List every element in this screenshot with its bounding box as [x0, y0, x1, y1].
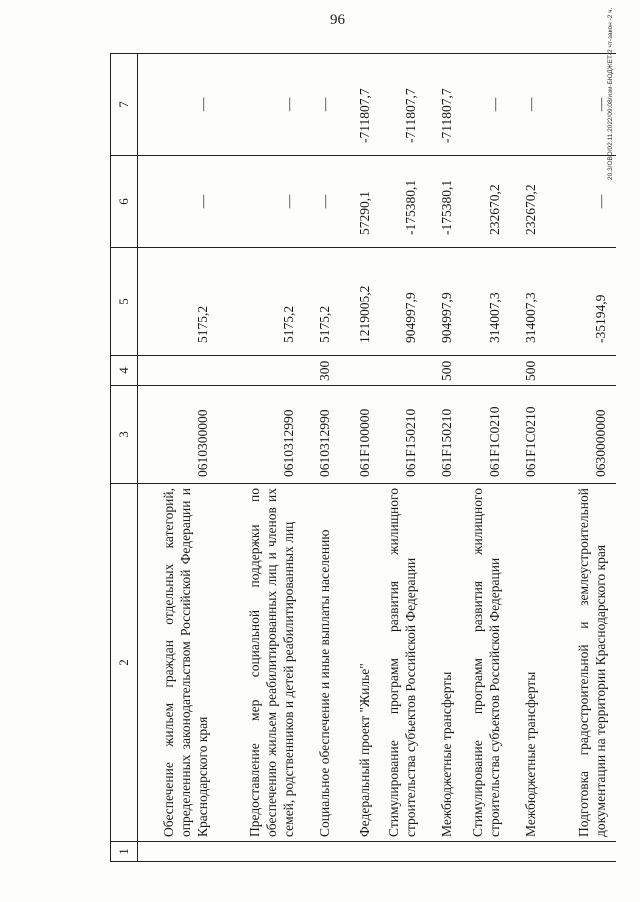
- header-cell: 6: [111, 156, 138, 248]
- row-expense-type: [462, 356, 510, 386]
- row-col7: —: [138, 54, 218, 156]
- row-col7: —: [304, 54, 340, 156]
- row-code: 061F1С0210: [462, 386, 510, 484]
- row-name: Социальное обеспечение и иные выплаты населению: [304, 484, 340, 842]
- header-cell: 1: [111, 842, 138, 862]
- row-code: 061F1С0210: [510, 386, 546, 484]
- budget-table-rotated: [110, 54, 609, 862]
- table-row: [380, 54, 426, 862]
- row-number: [304, 842, 340, 862]
- row-number: [462, 842, 510, 862]
- row-col6: —: [138, 156, 218, 248]
- row-col5: 5175,2: [218, 248, 304, 356]
- row-expense-type: [380, 356, 426, 386]
- row-col5: 5175,2: [304, 248, 340, 356]
- row-col6: -175380,1: [380, 156, 426, 248]
- row-col5: 904997,9: [426, 248, 462, 356]
- row-expense-type: [218, 356, 304, 386]
- row-expense-type: 500: [510, 356, 546, 386]
- table-row: [340, 54, 380, 862]
- table-row: [462, 54, 510, 862]
- row-code: 061F100000: [340, 386, 380, 484]
- budget-table: [110, 53, 616, 862]
- row-col6: -175380,1: [426, 156, 462, 248]
- row-col7: -711807,7: [340, 54, 380, 156]
- table-header-row: [111, 54, 138, 862]
- row-expense-type: 300: [304, 356, 340, 386]
- row-number: [426, 842, 462, 862]
- header-cell: 7: [111, 54, 138, 156]
- page-number: 96: [330, 12, 345, 28]
- row-expense-type: [340, 356, 380, 386]
- row-code: 061F150210: [380, 386, 426, 484]
- header-cell: 2: [111, 484, 138, 842]
- row-expense-type: 500: [426, 356, 462, 386]
- row-name: Предоставление мер социальной поддержки по обеспечению жильем реабилитированных лиц и членов их семей, родственников и детей реабилитированных лиц: [218, 484, 304, 842]
- row-code: 0610312990: [304, 386, 340, 484]
- row-col7: —: [546, 54, 616, 156]
- table-row: [138, 54, 218, 862]
- row-col7: —: [218, 54, 304, 156]
- row-number: [340, 842, 380, 862]
- row-code: 061F150210: [426, 386, 462, 484]
- row-name: Подготовка градостроительной и землеустроительной документации на территории Краснодарского края: [546, 484, 616, 842]
- row-name: Стимулирование программ развития жилищного строительства субъектов Российской Федерации: [462, 484, 510, 842]
- row-col6: —: [304, 156, 340, 248]
- row-col5: 314007,3: [510, 248, 546, 356]
- header-cell: 4: [111, 356, 138, 386]
- row-col5: 904997,9: [380, 248, 426, 356]
- row-expense-type: [138, 356, 218, 386]
- row-code: 0610312990: [218, 386, 304, 484]
- table-row: [546, 54, 616, 862]
- row-number: [380, 842, 426, 862]
- row-name: Обеспечение жильем граждан отдельных категорий, определенных законодательством Российской Федерации и Краснодарского края: [138, 484, 218, 842]
- row-col6: —: [546, 156, 616, 248]
- header-cell: 5: [111, 248, 138, 356]
- row-name: Стимулирование программ развития жилищного строительства субъектов Российской Федерации: [380, 484, 426, 842]
- row-number: [510, 842, 546, 862]
- row-col6: 232670,2: [510, 156, 546, 248]
- row-code: 0610300000: [138, 386, 218, 484]
- row-expense-type: [546, 356, 616, 386]
- row-col5: 1219005,2: [340, 248, 380, 356]
- table-row: [510, 54, 546, 862]
- row-col5: -35194,9: [546, 248, 616, 356]
- row-col6: 57290,1: [340, 156, 380, 248]
- header-cell: 3: [111, 386, 138, 484]
- table-row: [304, 54, 340, 862]
- row-col5: 314007,3: [462, 248, 510, 356]
- row-col6: 232670,2: [462, 156, 510, 248]
- row-col7: -711807,7: [380, 54, 426, 156]
- row-name: Федеральный проект "Жилье": [340, 484, 380, 842]
- row-number: [546, 842, 616, 862]
- row-name: Межбюджетные трансферты: [426, 484, 462, 842]
- row-col6: —: [218, 156, 304, 248]
- row-number: [218, 842, 304, 862]
- row-col7: —: [510, 54, 546, 156]
- table-row: [426, 54, 462, 862]
- row-code: 0630000000: [546, 386, 616, 484]
- row-number: [138, 842, 218, 862]
- side-reference-text: 20.3/ОВО/02.11.2022/09:08/изм-БЮДЖЕТ-2 чт-закон -2 ч.: [607, 7, 614, 180]
- table-row: [218, 54, 304, 862]
- row-col5: 5175,2: [138, 248, 218, 356]
- row-col7: —: [462, 54, 510, 156]
- row-col7: -711807,7: [426, 54, 462, 156]
- row-name: Межбюджетные трансферты: [510, 484, 546, 842]
